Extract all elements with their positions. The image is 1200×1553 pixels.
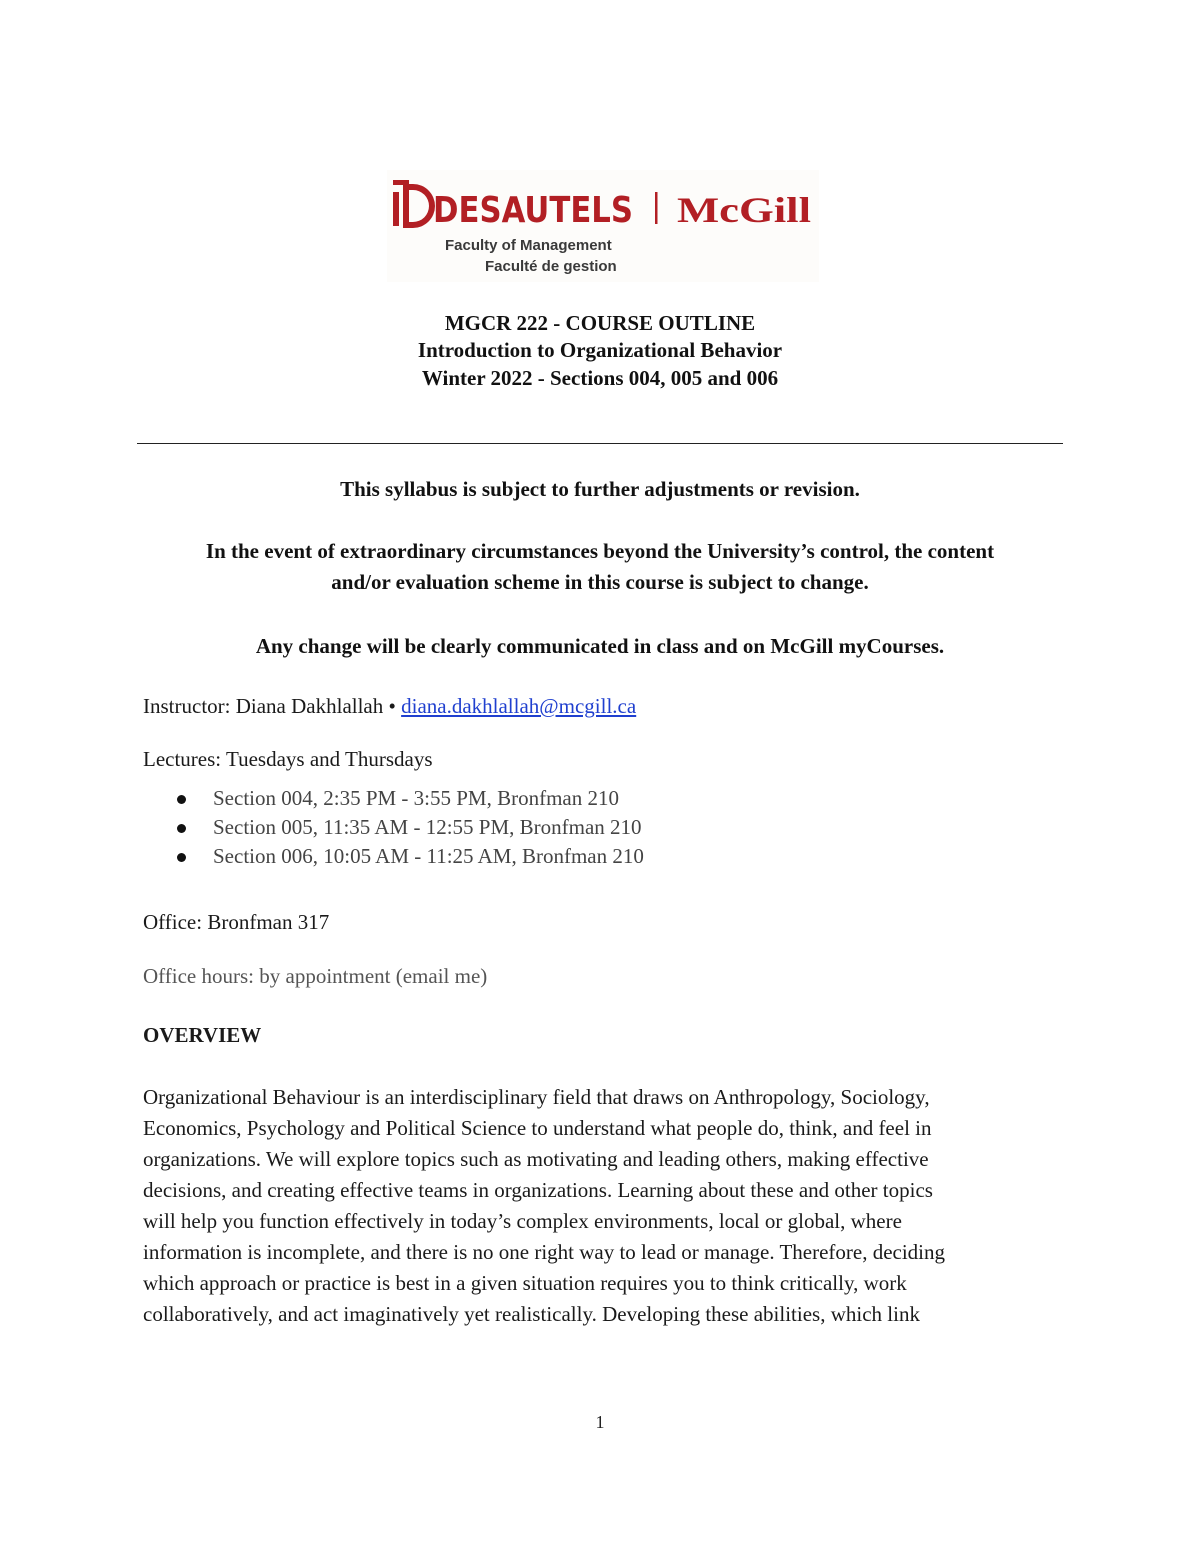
- course-term: Winter 2022 - Sections 004, 005 and 006: [421, 366, 779, 390]
- desautels-mcgill-logo: [387, 170, 819, 282]
- logo-wordmark-desautels: DESAUTELS: [433, 190, 633, 231]
- logo-divider: [655, 192, 658, 224]
- notice-revision: This syllabus is subject to further adjustments or revision.: [340, 477, 860, 501]
- paragraph-line: Organizational Behaviour is an interdisciplinary field that draws on Anthropology, Sociology,: [143, 1085, 930, 1109]
- paragraph-line: Economics, Psychology and Political Science to understand what people do, think, and feel in: [143, 1116, 932, 1140]
- notice-circumstances-line1: In the event of extraordinary circumstances beyond the University’s control, the content: [205, 539, 995, 563]
- horizontal-divider: [137, 443, 1063, 444]
- course-title: MGCR 222 - COURSE OUTLINE: [444, 311, 756, 335]
- paragraph-line: information is incomplete, and there is no one right way to lead or manage. Therefore, deciding: [143, 1240, 946, 1264]
- overview-heading: OVERVIEW: [143, 1023, 262, 1047]
- paragraph-line: organizations. We will explore topics such as motivating and leading others, making effective: [143, 1147, 929, 1171]
- instructor-email-link[interactable]: diana.dakhlallah@mcgill.ca: [401, 694, 637, 718]
- page-number: 1: [595, 1412, 605, 1432]
- paragraph-line: which approach or practice is best in a given situation requires you to think critically, work: [143, 1271, 907, 1295]
- notice-communication: Any change will be clearly communicated in class and on McGill myCourses.: [255, 634, 945, 658]
- bullet-icon: [177, 824, 186, 833]
- paragraph-line: will help you function effectively in today’s complex environments, local or global, where: [143, 1209, 902, 1233]
- office-hours: Office hours: by appointment (email me): [143, 964, 488, 988]
- overview-paragraph: [143, 1082, 1063, 1330]
- bullet-icon: [177, 853, 186, 862]
- logo-faculty-fr: Faculté de gestion: [485, 258, 617, 275]
- bullet-icon: [177, 795, 186, 804]
- logo-faculty-en: Faculty of Management: [445, 237, 612, 254]
- paragraph-line: decisions, and creating effective teams in organizations. Learning about these and other topics: [143, 1178, 933, 1202]
- section-004: Section 004, 2:35 PM - 3:55 PM, Bronfman 210: [213, 786, 620, 810]
- desautels-emblem-icon: [393, 180, 435, 228]
- course-subtitle: Introduction to Organizational Behavior: [417, 338, 783, 362]
- office-location: Office: Bronfman 317: [143, 910, 330, 934]
- instructor-label: Instructor: Diana Dakhlallah: [143, 694, 384, 718]
- notice-circumstances-line2: and/or evaluation scheme in this course is subject to change.: [331, 570, 869, 594]
- separator-bullet: •: [388, 694, 396, 718]
- paragraph-line: collaboratively, and act imaginatively yet realistically. Developing these abilities, which link: [143, 1302, 920, 1326]
- instructor-line: [143, 691, 636, 722]
- section-005: Section 005, 11:35 AM - 12:55 PM, Bronfman 210: [213, 815, 642, 839]
- section-006: Section 006, 10:05 AM - 11:25 AM, Bronfman 210: [213, 844, 644, 868]
- logo-graphic: [387, 170, 819, 282]
- lectures-label: Lectures: Tuesdays and Thursdays: [143, 747, 433, 771]
- logo-wordmark-mcgill: McGill: [677, 190, 811, 230]
